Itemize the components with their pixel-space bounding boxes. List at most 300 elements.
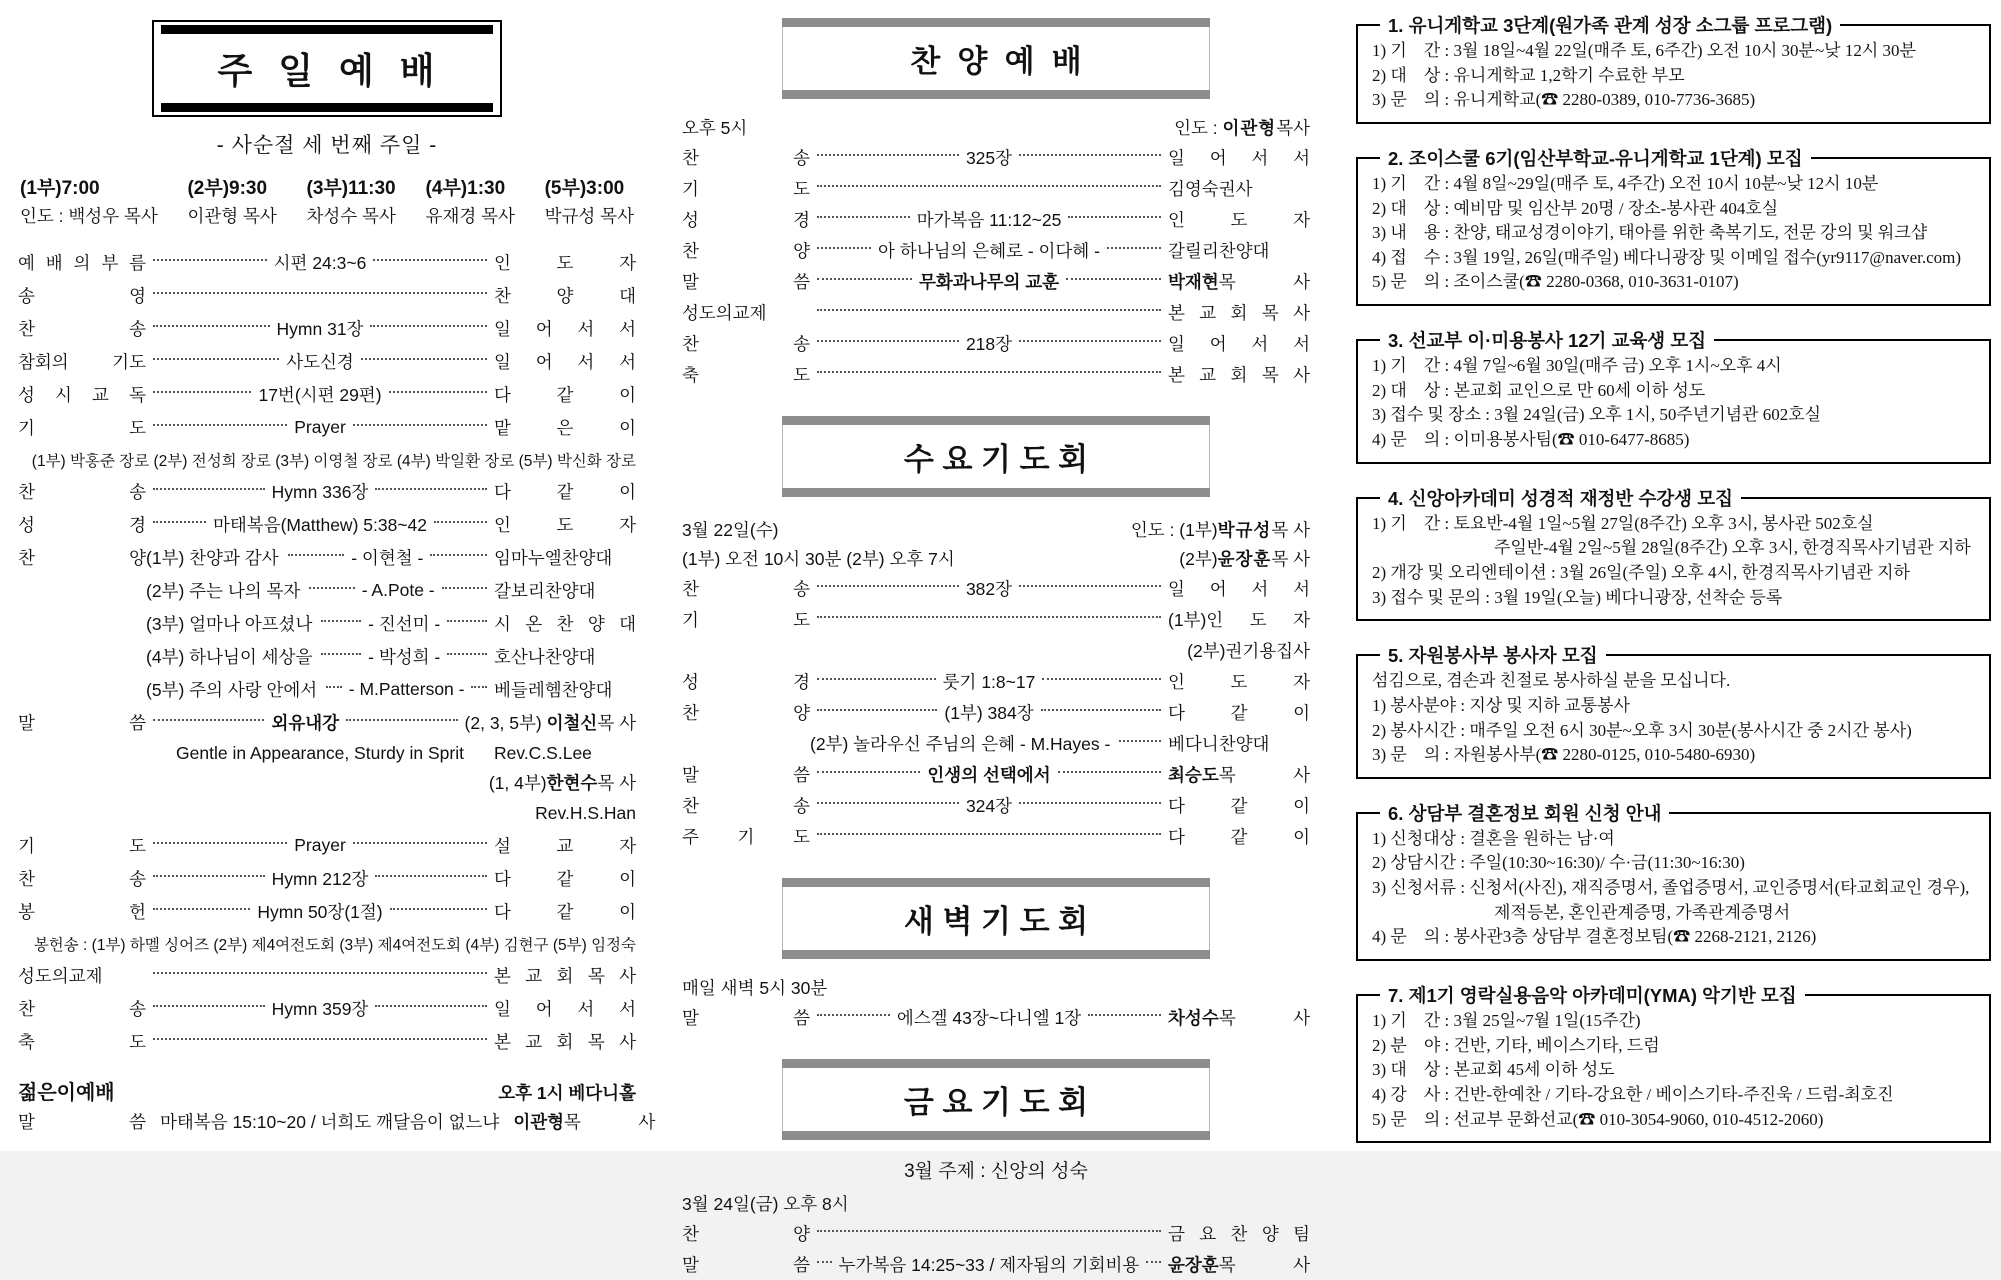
dotted-leader [1119,740,1161,742]
dotted-leader [370,325,487,327]
order-right-text [494,316,636,341]
order-center-text: Hymn 336장 [271,482,369,502]
order-center-text: 마태복음 15:10~20 / 너희도 깨달음이 없느냐 [160,1112,500,1132]
text-segment: 다 같 이 [1168,827,1310,847]
text-segment: Rev.C.S.Lee [494,742,592,763]
text-segment: 일 어 서 서 [1168,148,1311,168]
order-center-text: Prayer [294,417,346,437]
order-label: 찬 송 [18,482,146,502]
announcement-line: 2) 대 상 : 유니게학교 1,2학기 수료한 부모 [1372,65,1685,85]
sunday-worship-subtitle: - 사순절 세 번째 주일 - [216,134,438,157]
dotted-leader [153,719,264,721]
order-right-text [1168,362,1310,387]
announcement-title: 5. 자원봉사부 봉사자 모집 [1388,645,1598,667]
announcements-section [1356,12,1991,1139]
dawn-prayer-title-box [782,878,1210,959]
order-label: 말 씀 [682,1255,810,1275]
order-right-text [1168,731,1310,756]
order-label: 찬 송 [682,148,810,168]
order-note [682,635,1310,666]
order-row [682,1249,1310,1280]
midweek-services-section [682,12,1311,1275]
order-right-text [1168,331,1310,356]
dotted-leader [373,259,487,261]
announcement-line: 1) 신청대상 : 결혼을 원하는 남·여 [1372,828,1615,848]
text-segment: 목 사 [1218,765,1311,785]
text-segment: 본 교 회 목 사 [1168,303,1310,323]
text-segment: 일 어 서 서 [494,352,636,372]
dotted-leader [153,972,487,974]
dotted-leader [471,686,487,688]
order-label: 말 씀 [18,1112,146,1132]
order-left-text: (5부) 주의 사랑 안에서 [146,680,318,700]
leader-prefix: 인도 : [1174,118,1223,138]
service-time: (1부)7:00 [20,178,100,199]
order-right-text [1168,269,1310,294]
order-center-text: 무화과나무의 교훈 [918,272,1060,292]
announcement-title: 3. 선교부 이·미용봉사 12기 교육생 모집 [1388,330,1707,352]
announcement-line: 2) 분 야 : 건반, 기타, 베이스기타, 드럼 [1372,1035,1660,1055]
dotted-leader [153,292,487,294]
order-center-text: 인생의 선택에서 [927,765,1051,785]
order-center-text: (1부) 384장 [944,703,1034,723]
title-top-bar [782,878,1210,887]
order-center-text: 누가복음 14:25~33 / 제자됨의 기회비용 [838,1255,1140,1275]
text-segment: 인 도 자 [1168,210,1311,230]
dotted-leader [442,587,487,589]
order-row [682,235,1310,266]
young-adult-worship-order [18,1105,656,1138]
announcement-line: 2) 개강 및 오리엔테이션 : 3월 26일(주일) 오후 4시, 한경직목사기념관 지하 [1372,562,1910,582]
title-bottom-bar [782,488,1210,497]
announcement-line: 5) 문 의 : 선교부 문화선교(☎ 010-3054-9060, 010-4512-2060) [1372,1109,1824,1129]
order-center-text: Gentle in Appearance, Sturdy in Sprit [176,742,464,763]
announcement-line: 4) 문 의 : 이미용봉사팀(☎ 010-6477-8685) [1372,430,1690,450]
dotted-leader [447,653,487,655]
announcement-line: 3) 문 의 : 자원봉사부(☎ 2280-0125, 010-5480-6930) [1372,745,1756,765]
person-name: 윤장훈 [1168,1255,1219,1275]
order-center-text: 아 하나님의 은혜로 - 이다혜 - [878,241,1100,261]
announcement-line: 3) 문 의 : 유니게학교(☎ 2280-0389, 010-7736-3685) [1372,90,1756,110]
text-segment: 호산나찬양대 [494,647,596,667]
order-label: 성 경 [18,515,146,535]
order-label: 찬 송 [18,869,146,889]
order-center-text: Prayer [294,835,346,855]
title-top-bar [782,416,1210,425]
praise-worship-leader [1174,115,1310,140]
announcement-title: 2. 조이스쿨 6기(임산부학교-유니게학교 1단계) 모집 [1388,147,1803,169]
text-segment: 맡 은 이 [494,418,637,438]
order-left-text: (2부) 주는 나의 목자 [146,581,301,601]
text-segment: 갈보리찬양대 [494,581,596,601]
order-row [18,246,636,279]
announcement-line: 1) 봉사분야 : 지상 및 지하 교통봉사 [1372,695,1630,715]
order-right-text [1168,793,1310,818]
young-adult-worship-header [18,1076,636,1105]
order-right-text [1168,700,1310,725]
text-segment: 시 온 찬 양 대 [494,614,636,634]
friday-prayer-theme: 3월 주제 : 신앙의 성숙 [904,1161,1088,1182]
text-segment: 금 요 찬 양 팀 [1168,1224,1310,1244]
order-center-text: 382장 [965,579,1013,599]
order-right-text [494,512,636,537]
text-segment: 목 사 [1218,272,1311,292]
friday-prayer-title: 금 요 기 도 회 [782,1068,1210,1131]
announcement-line: 3) 신청서류 : 신청서(사진), 재직증명서, 졸업증명서, 교인증명서(타교회교인 경우), [1372,878,1970,898]
praise-worship-header [682,115,1310,140]
wednesday-prayer-title-box [782,416,1210,497]
announcement-line: 4) 문 의 : 봉사관3층 상담부 결혼정보팀(☎ 2268-2121, 2126) [1372,927,1817,947]
order-right-text [494,677,636,702]
leader-prefix: (2부) [1179,549,1218,569]
dotted-leader [153,1038,487,1040]
dotted-leader [817,585,959,587]
text-segment: 목 사 [597,773,636,793]
order-label: 기 도 [682,610,810,630]
order-right-text [1168,145,1310,170]
order-right-text [494,283,636,308]
friday-prayer-order [682,1218,1310,1280]
order-row [18,829,636,862]
order-label: 기 도 [18,418,146,438]
text-segment: 일 어 서 서 [1168,579,1311,599]
text-segment: 목 사 [564,1112,656,1132]
text-segment: 일 어 서 서 [494,319,636,339]
text-segment: 베다니찬양대 [1168,734,1270,754]
text-segment: 본 교 회 목 사 [494,966,636,986]
order-center-text: 룻기 1:8~17 [942,672,1036,692]
text-segment: Rev.H.S.Han [535,803,636,823]
dotted-leader [153,908,250,910]
order-row [18,1025,636,1058]
order-label: 찬 송 [18,999,146,1019]
order-right-text [494,611,636,636]
order-label: 찬 송 [682,579,810,599]
order-center-text: - M.Patterson - [348,679,465,699]
text-segment: (1, 4부) [488,773,547,793]
dotted-leader [1066,278,1161,280]
service-time-column [307,173,396,228]
text-segment: 다 같 이 [1168,796,1311,816]
text-segment: 인 도 자 [494,515,636,535]
dotted-leader [153,842,287,844]
text-segment: (2, 3, 5부) [464,713,547,733]
title-top-bar [782,18,1210,27]
order-center-text: 마태복음(Matthew) 5:38~42 [212,515,428,535]
dotted-leader [1058,771,1161,773]
wednesday-prayer-time: (1부) 오전 10시 30분 (2부) 오후 7시 [682,549,955,569]
order-right-text [1168,669,1310,694]
service-pastor: 차성수 목사 [306,206,396,226]
text-segment: 다 같 이 [494,385,637,405]
announcement-lines [1372,669,1977,768]
order-center-text: 마가복음 11:12~25 [916,210,1062,230]
text-segment: 목 사 [1218,1008,1311,1028]
order-row [18,739,636,767]
announcement-line: 1) 기 간 : 3월 25일~7월 1일(15주간) [1372,1011,1641,1031]
dotted-leader [817,1014,890,1016]
service-time-column [426,173,515,228]
order-row [18,345,636,378]
dotted-leader [389,391,487,393]
leader-prefix: 인도 : (1부) [1130,520,1218,540]
order-row [682,142,1310,173]
dotted-leader [346,719,457,721]
order-right-text [1168,300,1310,325]
dotted-leader [153,1005,265,1007]
dotted-leader [817,616,1161,618]
order-left-text: (2부) 놀라우신 주님의 은혜 - M.Hayes - [810,734,1111,754]
young-adult-worship-title: 젊은이예배 [18,1082,115,1104]
order-center-text: 에스겔 43장~다니엘 1장 [896,1008,1082,1028]
announcement-title: 6. 상담부 결혼정보 회원 신청 안내 [1388,802,1662,824]
order-label: 찬 양 [682,1224,810,1244]
sunday-worship-title-box [152,20,502,117]
wednesday-prayer-order [682,573,1310,852]
text-segment: 임마누엘찬양대 [494,548,613,568]
order-right-text [513,1109,655,1134]
leader-suffix: 목사 [1276,118,1310,138]
order-note [18,767,636,798]
service-time: (5부)3:00 [544,178,625,199]
order-row [682,1002,1310,1033]
order-center-text: 시편 24:3~6 [273,253,367,273]
text-segment: (2부)권기용집사 [1187,641,1310,661]
announcement-box-4 [1356,485,1991,622]
order-row [18,508,636,541]
dotted-leader [153,424,287,426]
person-name: 박재현 [1168,272,1219,292]
leader-name: 이관형 [1222,118,1277,138]
dawn-prayer-header [682,975,1310,1000]
dotted-leader [817,309,1161,311]
order-row [682,266,1310,297]
title-bottom-bar [782,1131,1210,1140]
order-row [682,297,1310,328]
order-right-text [494,415,636,440]
order-label: 기 도 [682,179,810,199]
dotted-leader [817,278,912,280]
announcement-line: 2) 상담시간 : 주일(10:30~16:30)/ 수·금(11:30~16:30) [1372,853,1745,873]
dotted-leader [1068,216,1161,218]
praise-worship-title-box [782,18,1210,99]
title-bottom-bar [782,950,1210,959]
order-center-text: Hymn 50장(1절) [257,902,383,922]
text-segment: 목 사 [597,713,637,733]
dotted-leader [434,521,487,523]
order-row [682,328,1310,359]
order-row [18,706,636,739]
order-label: 축 도 [18,1032,146,1052]
dotted-leader [326,686,342,688]
order-row [18,862,636,895]
order-center-text: Hymn 31장 [276,319,364,339]
service-time: (2부)9:30 [187,178,268,199]
dotted-leader [817,802,959,804]
announcement-lines [1372,827,1977,950]
order-note [18,444,636,475]
service-time-column [20,173,158,228]
announcement-line: 2) 대 상 : 예비맘 및 임산부 20명 / 장소-봉사관 404호실 [1372,198,1779,218]
order-row [682,604,1310,635]
order-center-text: 17번(시편 29편) [258,385,382,405]
announcement-line: 3) 대 상 : 본교회 45세 이하 성도 [1372,1060,1615,1080]
order-left-text: (1부) 찬양과 감사 [146,548,279,568]
service-time: (3부)11:30 [306,178,396,199]
announcement-line: 3) 접수 및 장소 : 3월 24일(금) 오후 1시, 50주년기념관 602호실 [1372,405,1822,425]
order-row [18,1105,656,1138]
order-right-text [494,866,636,891]
order-right-text [1168,824,1310,849]
order-left-text: (4부) 하나님이 세상을 [146,647,313,667]
dotted-leader [390,908,487,910]
dotted-leader [309,587,354,589]
dotted-leader [321,620,361,622]
order-center-text: 외유내강 [271,713,340,733]
order-label: 성 경 [682,672,810,692]
order-row [18,640,636,673]
text-segment: 인 도 자 [1168,672,1310,692]
dawn-prayer-time: 매일 새벽 5시 30분 [682,978,828,998]
text-segment: 본 교 회 목 사 [1168,365,1310,385]
friday-prayer-header [682,1191,1310,1216]
praise-worship-time: 오후 5시 [682,118,748,138]
dotted-leader [153,259,267,261]
order-right-text [494,996,636,1021]
dotted-leader [153,875,265,877]
leader-name: 박규성 [1217,520,1272,540]
text-segment: 다 같 이 [494,482,637,502]
order-center-text: 218장 [965,334,1013,354]
sunday-worship-section [18,12,656,1139]
order-row [682,573,1310,604]
service-time-column [545,173,634,228]
order-center-text: Hymn 359장 [271,999,369,1019]
dotted-leader [375,1005,487,1007]
dotted-leader [353,424,487,426]
dotted-leader [375,875,487,877]
order-right-text [1168,1252,1310,1277]
announcement-line: 주일반-4월 2일~5월 28일(8주간) 오후 3시, 한경직목사기념관 지하 [1494,538,1971,558]
service-pastor: 인도 : 백성우 목사 [20,206,158,226]
text-segment: 갈릴리찬양대 [1168,241,1270,261]
dotted-leader [1019,154,1161,156]
dotted-leader [361,358,487,360]
dotted-leader [375,488,487,490]
wednesday-prayer-leaders [1131,513,1310,571]
announcement-line: 3) 접수 및 문의 : 3월 19일(오늘) 베다니광장, 선착순 등록 [1372,587,1783,607]
dotted-leader [817,340,959,342]
order-row [682,728,1310,759]
announcement-line: 4) 접 수 : 3월 19일, 26일(매주일) 베다니광장 및 이메일 접수(yr9117@naver.com) [1372,247,1962,267]
friday-prayer-date: 3월 24일(금) 오후 8시 [682,1194,849,1214]
order-right-text [494,479,636,504]
service-pastor: 이관형 목사 [187,206,277,226]
service-times [20,173,634,228]
title-bottom-bar [161,103,493,112]
order-row [682,173,1310,204]
order-row [682,204,1310,235]
person-name: 이철신 [546,713,598,733]
dotted-leader [817,709,937,711]
text-segment: 찬 양 대 [494,286,636,306]
dotted-leader [288,554,345,556]
order-right-text [1168,207,1310,232]
text-segment: 다 같 이 [494,902,637,922]
text-segment: 본 교 회 목 사 [494,1032,636,1052]
service-pastor: 박규성 목사 [544,206,634,226]
order-row [682,1218,1310,1249]
dotted-leader [1088,1014,1161,1016]
dotted-leader [817,247,871,249]
dotted-leader [817,771,920,773]
order-right-text [494,250,636,275]
announcement-line: 3) 내 용 : 찬양, 태교성경이야기, 태아를 위한 축복기도, 전문 강의 및 워크샵 [1372,223,1928,243]
announcement-lines [1372,1009,1977,1132]
order-label: 찬 송 [18,319,146,339]
order-label: 송 영 [18,286,146,306]
person-name: 최승도 [1168,765,1219,785]
praise-worship-title: 찬 양 예 배 [782,27,1210,90]
text-segment: 일 어 서 서 [1168,334,1311,354]
wednesday-prayer-title: 수 요 기 도 회 [782,425,1210,488]
dotted-leader [1042,678,1161,680]
dotted-leader [430,554,487,556]
order-row [18,607,636,640]
announcement-line: 5) 문 의 : 조이스쿨(☎ 2280-0368, 010-3631-0107) [1372,272,1739,292]
dotted-leader [817,185,1161,187]
dotted-leader [1019,802,1161,804]
text-segment: 베들레헴찬양대 [494,680,613,700]
order-row [682,759,1310,790]
announcement-box-7 [1356,982,1991,1143]
dotted-leader [1146,1261,1161,1263]
dotted-leader [1019,340,1161,342]
order-label: 찬 양 [682,241,810,261]
announcement-lines [1372,512,1977,611]
order-row [682,821,1310,852]
announcement-line: 섬김으로, 겸손과 친절로 봉사하실 분을 모십니다. [1372,671,1731,691]
order-row [18,574,636,607]
leader-suffix: 목 사 [1271,520,1310,540]
text-segment: 인 도 자 [494,253,636,273]
order-label: 참회의 기도 [18,352,146,372]
friday-prayer-title-box [782,1059,1210,1140]
order-label: 성도의교제 [18,966,103,986]
wednesday-prayer-leader-1 [1131,517,1310,542]
order-label: 주 기 도 [682,827,810,847]
text-segment: (1부)인 도 자 [1168,610,1310,630]
text-segment: 봉헌송 : (1부) 하멜 싱어즈 (2부) 제4여전도회 (3부) 제4여전도회 (4부) 김현구 (5부) 임정숙 [33,936,636,954]
praise-worship-order [682,142,1310,390]
order-center-text: 325장 [965,148,1013,168]
order-row [18,475,636,508]
announcement-title: 4. 신앙아카데미 성경적 재정반 수강생 모집 [1388,487,1733,509]
announcement-line: 1) 기 간 : 토요반-4월 1일~5월 27일(8주간) 오후 3시, 봉사관 502호실 [1372,513,1874,533]
text-segment: 다 같 이 [494,869,637,889]
dotted-leader [153,358,279,360]
order-right-text [494,644,636,669]
dotted-leader [321,653,361,655]
title-top-bar [782,1059,1210,1068]
dotted-leader [1107,247,1161,249]
order-center-text: - 박성희 - [368,647,441,667]
order-row [18,279,636,312]
dotted-leader [817,371,1161,373]
order-label: 성도의교제 [682,303,767,323]
order-right-text [494,545,636,570]
order-right-text [494,899,636,924]
